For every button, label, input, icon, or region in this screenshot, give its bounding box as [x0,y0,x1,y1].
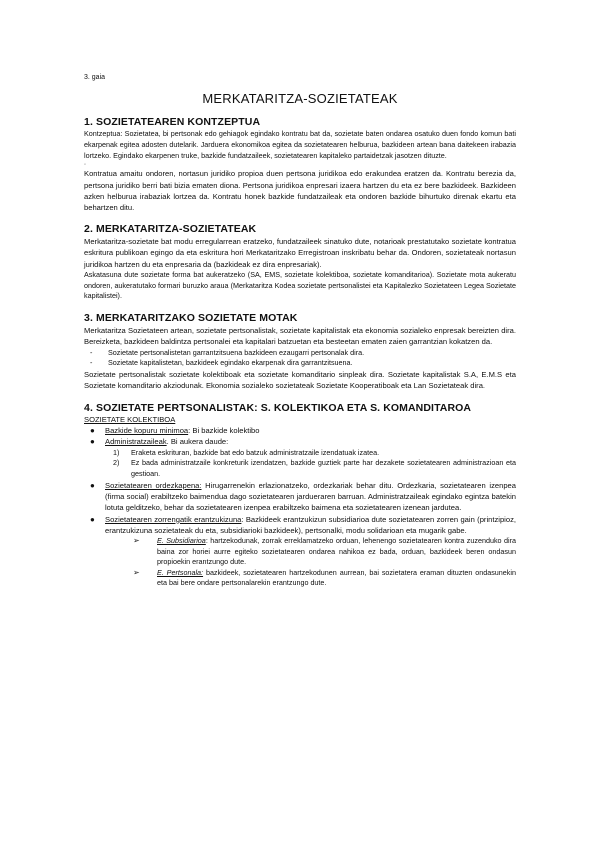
bullet-icon: ● [90,437,95,447]
section-4-bullet-list [90,425,516,589]
list-item [133,536,516,568]
section-4-subheading: SOZIETATE KOLEKTIBOA [84,414,176,424]
arrow-list [133,536,516,589]
list-text: Eraketa eskrituran, bazkide bat edo batzuk administratzaile izendatuak izatea. [131,447,380,457]
list-item [133,568,516,589]
bullet-label: Sozietatearen ordezkapena: [105,481,202,490]
bullet-icon: ● [90,426,95,436]
section-2-heading: 2. MERKATARITZA-SOZIETATEAK [84,223,257,236]
section-1-mark: ◦ [84,162,87,169]
page-title: MERKATARITZA-SOZIETATEAK [202,91,398,106]
bullet-icon: ● [90,481,95,490]
list-item [111,448,516,459]
bullet-icon: ● [90,514,95,524]
section-3-dash-list [90,348,516,370]
arrow-icon: ➢ [133,567,140,577]
bullet-label: Administratzaileak [105,437,167,447]
bullet-label: Bazkide kopuru minimoa [105,426,189,436]
numbered-list [111,448,516,480]
arrow-text: bazkideek, sozietatearen hartzekodunen aurrean, bai sozietatera eraman dituzten ondasunekin eta bai bere ondare pertsonalarekin erantzungo dute. [157,567,516,588]
list-number: 2) [113,458,120,468]
list-item: - Sozietate pertsonalistetan garrantzitsuena bazkideen ezaugarri pertsonalak dira. [90,348,516,359]
bullet-text: . Bi aukera daude: [166,437,229,447]
list-item [90,436,516,480]
chapter-label: 3. gaia [84,74,106,81]
list-item [90,514,516,589]
section-1-paragraph-2: Kontratua amaitu ondoren, nortasun juridiko propioa duen pertsona juridikoa edo erakundea eratzen da. Kontratu berezia da, pertsona juridiko berri bati bizia ematen diona. Pertsona juridikoa enpresari izaera hartzen du eta ez bere bazkideek. Bazkideen azken helburua irabaziak lortzea da. Kontratu honek bazkide fundatzaileak eta ondoren bazkide bihurtuko direnak ekartu eta behartzen ditu. [84,169,516,212]
bullet-label: Sozietatearen zorrengatik erantzukizuna [105,514,242,524]
arrow-text: : hartzekodunak, zorrak erreklamatzeko orduan, lehenengo sozietatearen kontra zuzenduko dira baina zor horiei aurre egiteko sozietatearen ondarea nahikoa ez bada, orduan, bazkideek beren ondasun propioekin erantzungo dute. [157,536,516,567]
list-item [90,480,516,514]
list-item: - Sozietate kapitalistetan, bazkideek egindako ekarpenak dira garrantzitsuena. [90,358,516,369]
section-3-heading: 3. MERKATARITZAKO SOZIETATE MOTAK [84,312,298,325]
bullet-text: Hirugarrenekin erlazionatzeko, ordezkariak behar ditu. Ordezkaria, sozietatearen izenpea (firma social) erabiltzeko baimendua dago sozietatearen jardueraren barruan. Administratzaileak egindako egintza batekin lotuta gelditzeko, behar da sozietatearen izenpea erabiltzeko baimena eta sozietatearen izenean jardutea. [105,481,516,513]
section-4-heading: 4. SOZIETATE PERTSONALISTAK: S. KOLEKTIKOA ETA S. KOMANDITAROA [84,401,472,414]
section-3-paragraph-2: Sozietate pertsonalistak sozietate kolektiboak eta sozietate komanditario sinpleak dira. Sozietate kapitalistak S.A, E.M.S eta Sozietate komanditario akziodunak. Ekonomia sozialeko sozietateak Sozietate Kooperatiboak eta Lan Sozietateak dira. [84,370,516,391]
section-1-paragraph-1: Kontzeptua: Sozietatea, bi pertsonak edo gehiagok egindako kontratu bat da, sozietate baten ondarea osatuko duen fondo komun bati ekarpenak egitea adosten dutelarik. Jarduera ekonomikoa egitea da sozietatearen helburua, bazkideen artean bana daitekeen irabazia lortzeko. Egindako ekarpenen truke, bazkide fundatzaileek, sozietatearen kapitaleko partaidetzak jasotzen dituzte. [84,129,516,160]
bullet-text: : Bazkideek erantzukizun subsidiarioa dute sozietatearen zorren gain (printzipioz, erantzukizuna sozietateak du eta, subsidiarioki bazkideek), pertsonalki, modu solidarioan eta mugarik gabe. [105,514,516,535]
list-text: Ez bada administratzaile konkreturik izendatzen, bazkide guztiek parte har dezakete sozietatearen administrazioan eta gestioan. [131,458,516,479]
arrow-label: E. Subsidiarioa [157,536,206,546]
section-3-paragraph-1: Merkataritza Sozietateen artean, sozietate pertsonalistak, sozietate kapitalistak eta ekonomia sozialeko enpresak bereizten dira. Bereizketa, bazkideen baldintza pertsonalei eta kapitalari batzuetan eta besteetan ematen zaien garrantzian kokatzen da. [84,326,516,347]
section-1-heading: 1. SOZIETATEAREN KONTZEPTUA [84,116,261,128]
arrow-label: E. Pertsonala: [157,567,204,577]
list-item [90,425,516,436]
list-number: 1) [113,447,120,457]
arrow-icon: ➢ [133,536,140,546]
section-2-paragraph-1: Merkataritza-sozietate bat modu erregularrean eratzeko, fundatzaileek sinatuko dute, notarioak prestatutako sozietate kontratua eskritura publikoan egingo da eta eskritura hori Merkataritzako Erregistroan inskribatu behar da. Ondoren, sozietateak nortasun juridikoa hartzen du eta enpresaria da (bazkideak ez dira enpresariak). [84,237,516,269]
section-2-paragraph-2: Askatasuna dute sozietate forma bat aukeratzeko (SA, EMS, sozietate kolektiboa, sozietate komanditarioa). Sozietate mota aukeratu ondoren, aukeratutako formari buruzko araua (Merkataritza Kodea sozietate pertsonalistei eta Kapitalezko Sozietateen Legea Sozietate kapitalistei). [84,269,516,301]
bullet-text: : Bi bazkide kolektibo [188,426,260,436]
list-item [111,458,516,480]
